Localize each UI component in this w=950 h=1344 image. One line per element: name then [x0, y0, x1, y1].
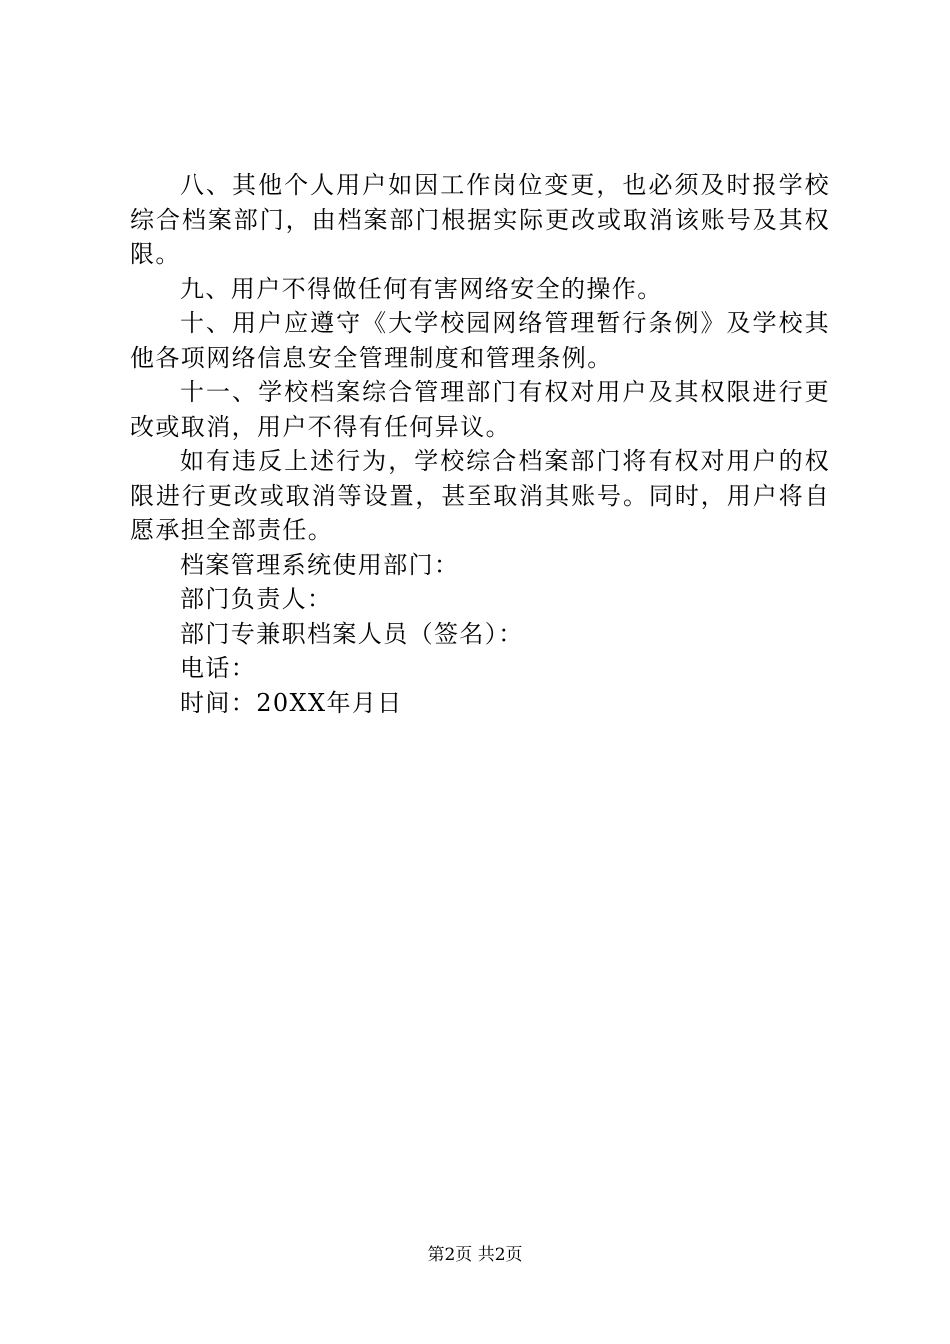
signature-date: 时间：20XX年月日: [180, 688, 403, 717]
signature-archivist: 部门专兼职档案人员（签名）：: [180, 619, 524, 648]
paragraph-violation-notice: 如有违反上述行为，学校综合档案部门将有权对用户的权限进行更改或取消等设置，甚至取消其账号。同时，用户将自愿承担全部责任。: [130, 447, 830, 544]
paragraph-item-8: 八、其他个人用户如因工作岗位变更，也必须及时报学校综合档案部门，由档案部门根据实际更改或取消该账号及其权限。: [130, 171, 830, 268]
signature-phone: 电话：: [180, 654, 257, 682]
paragraph-item-11: 十一、学校档案综合管理部门有权对用户及其权限进行更改或取消，用户不得有任何异议。: [130, 378, 830, 441]
paragraph-item-9: 九、用户不得做任何有害网络安全的操作。: [180, 274, 663, 303]
signature-department: 档案管理系统使用部门：: [180, 550, 460, 579]
document-body: [130, 168, 830, 720]
paragraph-item-10: 十、用户应遵守《大学校园网络管理暂行条例》及学校其他各项网络信息安全管理制度和管理条例。: [130, 309, 830, 372]
page-number-footer: 第2页 共2页: [427, 1245, 523, 1265]
signature-department-head: 部门负责人：: [180, 585, 333, 613]
